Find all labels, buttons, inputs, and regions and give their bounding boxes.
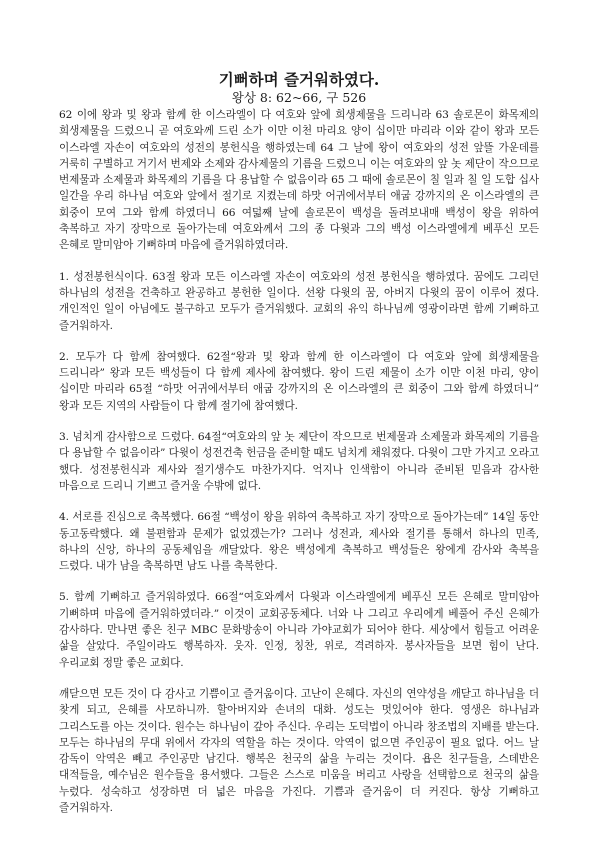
scripture-reference: 왕상 8: 62~66, 구 526: [231, 90, 367, 105]
point-5: 5. 함께 기뻐하고 즐거워하였다. 66절“여호와께서 다윗과 이스라엘에게 베푸신 모든 은혜로 말미암아 기뻐하며 마음에 즐거워하였더라.” 이것이 교회공동체다. 너와 나 그리고 우리에게 베풀어 주신 은혜가 감사하다. 만나면 좋은 친구 MBC 문화방송이 아니라 가야교회가 되어야 한다. 세상에서 힘들고 어려운 삶을 살았다. 주일이라도 행복하자. 웃자. 인정, 칭찬, 위로, 격려하자. 봉사자들을 보면 힘이 난다. 우리교회 정말 좋은 교회다.: [59, 591, 539, 669]
point-1: 1. 성전봉헌식이다. 63절 왕과 모든 이스라엘 자손이 여호와의 성전 봉헌식을 행하였다. 꿈에도 그리던 하나님의 성전을 건축하고 완공하고 봉헌한 일이다. 선왕 다윗의 꿈, 아버지 다윗의 꿈이 이루어 졌다. 개인적인 일이 아님에도 불구하고 모두가 즐거워했다. 교회의 유익 하나님께 영광이라면 함께 기뻐하고 즐거워하자.: [59, 270, 539, 332]
scripture-text: 62 이에 왕과 및 왕과 함께 한 이스라엘이 다 여호와 앞에 희생제물을 드리니라 63 솔로몬이 화목제의 희생제물을 드렸으니 곧 여호와께 드린 소가 이만 이천 마리요 양이 십이만 마리라 이와 같이 왕과 모든 이스라엘 자손이 여호와의 성전의 봉헌식을 행하였는데 64 그 날에 왕이 여호와의 성전 앞뜰 가운데를 거룩히 구별하고 거기서 번제와 소제와 감사제물의 기름을 드렸으니 이는 여호와의 앞 놋 제단이 작으므로 번제물과 소제물과 화목제의 기름을 다 용납할 수 없음이라 65 그 때에 솔로몬이 칠 일과 칠 일 도합 십사 일간을 우리 하나님 여호와 앞에서 절기로 지켰는데 하맛 어귀에서부터 애굽 강까지의 온 이스라엘의 큰 회중이 모여 그와 함께 하였더니 66 여덟째 날에 솔로몬이 백성을 돌려보내매 백성이 왕을 위하여 축복하고 자기 장막으로 돌아가는데 여호와께서 그의 종 다윗과 그의 백성 이스라엘에게 베푸신 모든 은혜로 말미암아 기뻐하며 마음에 즐거워하였더라.: [59, 109, 539, 252]
paragraph-gap: [59, 414, 539, 429]
paragraph-gap: [59, 494, 539, 509]
point-4: 4. 서로를 진심으로 축복했다. 66절 “백성이 왕을 위하여 축복하고 자기 장막으로 돌아가는데” 14일 동안 동고동락했다. 왜 불편함과 문제가 없었겠는가? 그러나 성전과, 제사와 절기를 통해서 하나의 민족, 하나의 신앙, 하나의 공동체임을 깨달았다. 왕은 백성에게 축복하고 백성들은 왕에게 감사와 축복을 드렸다. 내가 남을 축복하면 남도 나를 축복한다.: [59, 511, 539, 573]
page-title: 기뻐하며 즐거워하였다.: [218, 70, 380, 89]
document-page: [59, 70, 539, 816]
conclusion: 깨닫으면 모든 것이 다 감사고 기쁨이고 즐거움이다. 고난이 은혜다. 자신의 연약성을 깨닫고 하나님을 더 찾게 되고, 은혜를 사모하니까. 할아버지와 손녀의 대화. 성도는 멋있어야 한다. 영생은 하나님과 그리스도를 아는 것이다. 원수는 하나님이 갚아 주신다. 우리는 도덕법이 아니라 창조법의 지배를 받는다. 모두는 하나님의 무대 위에서 각자의 역할을 하는 것이다. 악역이 없으면 주인공이 필요 없다. 어느 날 감독이 악역은 빼고 주인공만 남긴다. 행복은 천국의 삶을 누리는 것이다. 욥은 친구들을, 스데반은 대적들을, 예수님은 원수들을 용서했다. 그들은 스스로 미움을 버리고 사랑을 선택함으로 천국의 삶을 누렸다. 성숙하고 성장하면 더 넓은 마음을 가진다. 기쁨과 즐거움이 더 커진다. 항상 기뻐하고 즐거워하자.: [59, 687, 539, 814]
paragraph-gap: [59, 334, 539, 349]
point-2: 2. 모두가 다 함께 참여했다. 62절“왕과 및 왕과 함께 한 이스라엘이 다 여호와 앞에 희생제물을 드리니라” 왕과 모든 백성들이 다 함께 제사에 참여했다. 왕이 드린 제물이 소가 이만 이천 마리, 양이 십이만 마리라 65절 “하맛 어귀에서부터 애굽 강까지의 온 이스라엘의 큰 회중이 그와 함께 하였더니” 왕과 모든 지역의 사람들이 다 함께 절기에 참여했다.: [59, 350, 539, 412]
paragraph-gap: [59, 574, 539, 589]
point-3: 3. 넘치게 감사함으로 드렸다. 64절“여호와의 앞 놋 제단이 작으므로 번제물과 소제물과 화목제의 기름을 다 용납할 수 없음이라” 다윗이 성전건축 헌금을 준비할 때도 넘치게 채워졌다. 다윗이 그만 가지고 오라고 했다. 성전봉헌식과 제사와 절기생수도 마찬가지다. 억지나 인색함이 아니라 준비된 믿음과 감사한 마음으로 드리니 기쁘고 즐거울 수밖에 없다.: [59, 431, 539, 492]
paragraph-gap: [59, 671, 539, 686]
paragraph-gap: [59, 254, 539, 269]
